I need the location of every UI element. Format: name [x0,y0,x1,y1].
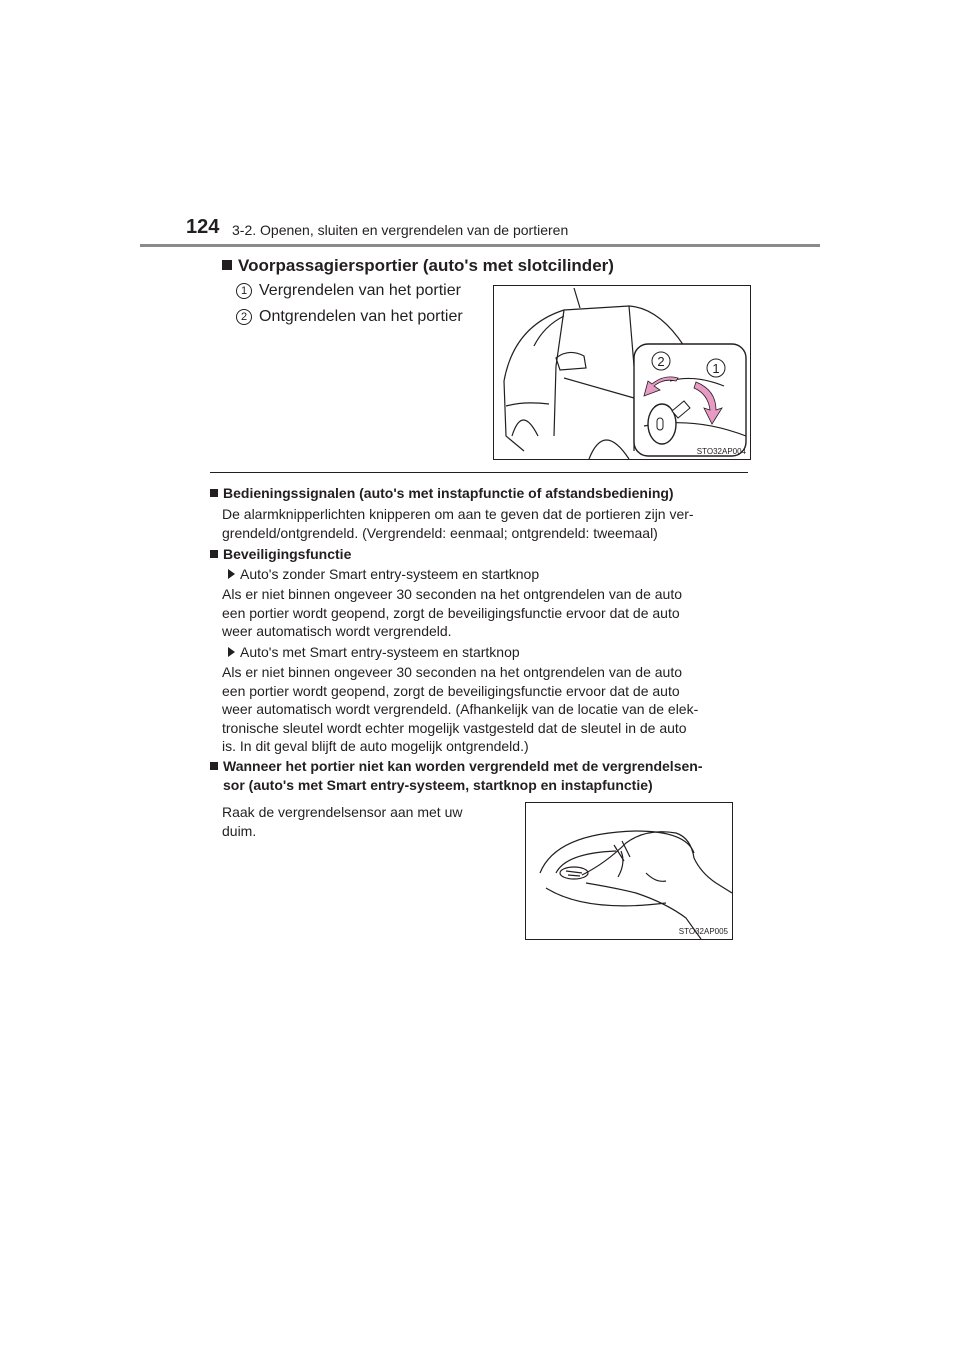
subheading-text: Auto's met Smart entry-systeem en startknop [240,644,520,660]
square-bullet-icon [210,762,218,770]
note-title-signals [210,484,750,503]
note-title-text: sor (auto's met Smart entry-systeem, startknop en instapfunctie) [223,777,653,793]
thumb-handle-drawing [526,803,732,939]
text-line: duim. [222,822,257,839]
car-door-key-illustration [493,285,751,460]
text-line: een portier wordt geopend, zorgt de beveiligingsfunctie ervoor dat de auto [222,604,680,621]
subheading-without-smart-entry [228,566,539,582]
note-title-text: Bedieningssignalen (auto's met instapfunctie of afstandsbediening) [223,485,674,501]
text-line: tronische sleutel wordt echter mogelijk vastgesteld dat de sleutel in de auto [222,719,687,736]
section-title-text: Voorpassagiersportier (auto's met slotcilinder) [238,256,614,275]
note-title-lock-sensor [210,757,750,795]
paragraph-without-smart-entry [222,585,748,641]
page-number: 124 [186,216,220,238]
step-text: Vergrendelen van het portier [259,282,461,299]
door-handle-sensor-illustration [525,802,733,940]
text-line: Als er niet binnen ongeveer 30 seconden na het ontgrendelen van de auto [222,586,683,602]
figure-code: STO32AP004 [696,447,746,456]
figure-code: STO32AP005 [678,927,728,936]
step-number-badge: 1 [236,283,252,299]
step-number-badge: 2 [236,309,252,325]
step-1 [236,282,461,300]
square-bullet-icon [210,550,218,558]
text-line: een portier wordt geopend, zorgt de beveiligingsfunctie ervoor dat de auto [222,682,680,699]
callout-2: 2 [657,354,665,369]
car-key-drawing [494,286,750,459]
note-title-security [210,545,750,564]
text-line: is. In dit geval blijft de auto mogelijk ontgrendeld.) [222,738,529,754]
text-line: weer automatisch wordt vergrendeld. [222,623,452,639]
text-line: Raak de vergrendelsensor aan met uw [222,804,463,820]
triangle-bullet-icon [228,647,235,657]
paragraph-lock-sensor [222,803,506,840]
header-section-title: 3-2. Openen, sluiten en vergrendelen van de portieren [232,222,569,238]
paragraph-with-smart-entry [222,663,748,756]
text-line: grendeld/ontgrendeld. (Vergrendeld: eenmaal; ontgrendeld: tweemaal) [222,524,658,541]
callout-1: 1 [712,361,720,376]
square-bullet-icon [210,489,218,497]
note-title-text: Wanneer het portier niet kan worden vergrendeld met de vergrendelsen- [223,758,703,774]
triangle-bullet-icon [228,569,235,579]
step-text: Ontgrendelen van het portier [259,308,463,325]
square-bullet-icon [222,260,232,270]
subheading-with-smart-entry [228,644,520,660]
step-2 [236,308,463,326]
note-title-text: Beveiligingsfunctie [223,546,352,562]
notes-divider [210,472,748,473]
note-text-signals [222,505,748,542]
text-line: weer automatisch wordt vergrendeld. (Afhankelijk van de locatie van de elek- [222,701,699,717]
header-divider [140,244,820,247]
subheading-text: Auto's zonder Smart entry-systeem en startknop [240,566,540,582]
section-title [222,256,614,276]
text-line: Als er niet binnen ongeveer 30 seconden na het ontgrendelen van de auto [222,664,683,680]
text-line: De alarmknipperlichten knipperen om aan te geven dat de portieren zijn ver- [222,506,694,522]
